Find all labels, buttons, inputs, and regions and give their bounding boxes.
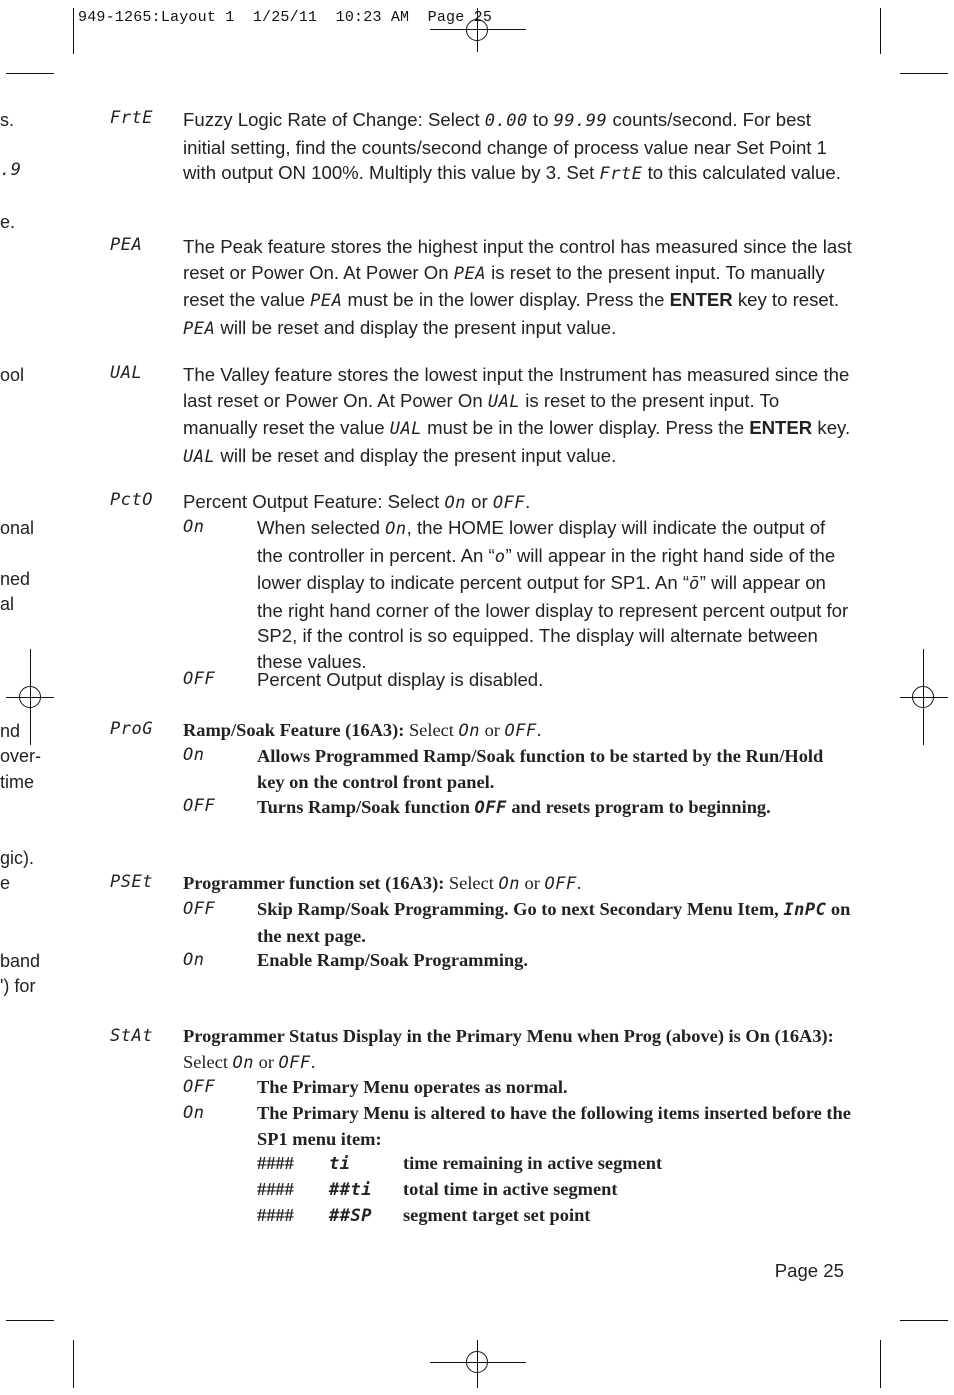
option-code-off: OFF (183, 899, 216, 919)
status-description: total time in active segment (403, 1179, 618, 1199)
entry-text-val: The Valley feature stores the lowest input the Instrument has measured since the last reset or Power On. At Power On UAL is reset to the present input. To manually reset the value UAL must be in the lower display. Press the ENTER key. UAL will be reset and display the present input value. (183, 364, 851, 467)
left-fragment: gic). (0, 848, 35, 868)
entry-code-pset: PSEt (110, 872, 153, 892)
inline-code: UAL (389, 419, 422, 439)
inline-code: On (498, 874, 520, 894)
inline-code: OFF (278, 1052, 311, 1073)
entry-text-stat: Programmer Status Display in the Primary Menu when Prog (above) is On (16A3): Select On or OFF. (183, 1026, 834, 1073)
status-description: time remaining in active segment (403, 1153, 663, 1173)
left-fragment: nd (0, 721, 21, 741)
crop-mark (6, 73, 54, 74)
crop-mark (880, 8, 881, 54)
entry-text-pea: The Peak feature stores the highest input the control has measured since the last reset or Power On. At Power On PEA is reset to the present input. To manually reset the value PEA must be in the lower display. Press the ENTER key to reset. PEA will be reset and display the present input value. (183, 236, 852, 339)
left-fragment: al (0, 594, 15, 614)
hash-placeholder: #### (257, 1179, 294, 1199)
inline-code: On (232, 1052, 255, 1073)
left-fragment: band (0, 951, 41, 971)
inline-code: OFF (504, 721, 537, 741)
entry-code-val: UAL (110, 363, 143, 383)
option-text-off: Percent Output display is disabled. (257, 669, 544, 690)
value-code: 99.99 (553, 111, 608, 131)
option-code-off: OFF (183, 796, 216, 816)
registration-mark (19, 686, 41, 708)
crop-mark (900, 73, 948, 74)
option-code-on: On (183, 745, 205, 765)
status-item-row (257, 1153, 662, 1174)
left-fragment: e (0, 873, 11, 893)
left-fragment: ool (0, 365, 25, 385)
crop-mark (900, 1320, 948, 1321)
option-text-off: Skip Ramp/Soak Programming. Go to next Secondary Menu Item, InPC on the next page. (257, 899, 851, 946)
inline-code: FrtE (599, 164, 643, 184)
entry-text-frte: Fuzzy Logic Rate of Change: Select 0.00 to 99.99 counts/second. For best initial setting, find the counts/second change of process value near Set Point 1 with output ON 100%. Multiply this value by 3. Set FrtE to this calculated value. (183, 109, 841, 184)
option-text-on: When selected On, the HOME lower display will indicate the output of the controller in percent. An “o” will appear in the right hand side of the lower display to indicate percent output for SP1. An “ō” will appear on the right hand corner of the lower display to represent percent output for SP2, if the control is so equipped. The display will alternate between these values. (257, 517, 849, 672)
inline-code: PEA (453, 263, 486, 284)
status-description: segment target set point (403, 1205, 591, 1225)
crop-mark (73, 8, 74, 54)
entry-text-pset: Programmer function set (16A3): Select On or OFF. (183, 873, 582, 894)
option-text-on: Enable Ramp/Soak Programming. (257, 950, 528, 970)
option-code-off: OFF (183, 669, 216, 689)
crop-mark (6, 1320, 54, 1321)
inline-code: On (444, 493, 466, 513)
hash-placeholder: #### (257, 1153, 294, 1173)
entry-code-frte: FrtE (110, 108, 153, 128)
left-fragment: over- (0, 746, 42, 766)
inline-code: PEA (310, 291, 343, 311)
inline-code: OFF (544, 874, 577, 894)
enter-key: ENTER (749, 417, 813, 438)
left-fragment: .9 (0, 160, 22, 180)
inline-code: On (385, 519, 407, 539)
option-code-on: On (183, 517, 205, 537)
option-code-off: OFF (183, 1077, 216, 1097)
left-fragment: time (0, 772, 35, 792)
option-code-on: On (183, 1103, 205, 1123)
inline-code: UAL (183, 446, 216, 467)
entry-code-pcto: PctO (110, 490, 153, 510)
enter-key: ENTER (669, 289, 733, 310)
option-code-on: On (183, 950, 205, 970)
entry-code-pea: PEA (110, 235, 143, 255)
crop-mark (73, 1340, 74, 1388)
inline-code: UAL (487, 391, 521, 412)
option-text-on: Allows Programmed Ramp/Soak function to be started by the Run/Hold key on the control front panel. (257, 746, 824, 792)
print-slug: 949-1265:Layout 1 1/25/11 10:23 AM Page 25 (78, 9, 493, 26)
left-fragment: s. (0, 110, 15, 130)
inline-code: OFF (474, 798, 507, 818)
percent-glyph: ō (689, 574, 700, 594)
option-text-on: The Primary Menu is altered to have the following items inserted before the SP1 menu item: (257, 1103, 851, 1149)
crop-mark (880, 1340, 881, 1388)
status-item-row (257, 1205, 590, 1226)
page-number: Page 25 (774, 1260, 844, 1281)
inline-code: OFF (492, 493, 526, 513)
entry-code-stat: StAt (110, 1026, 153, 1046)
status-code: ##ti (329, 1180, 372, 1200)
left-fragment: ') for (0, 976, 36, 996)
option-text-off: Turns Ramp/Soak function OFF and resets program to beginning. (257, 797, 771, 818)
registration-mark (912, 686, 934, 708)
option-text-off: The Primary Menu operates as normal. (257, 1077, 568, 1097)
status-code: ti (329, 1154, 351, 1174)
entry-text-prog: Ramp/Soak Feature (16A3): Select On or OFF. (183, 720, 542, 741)
value-code: 0.00 (484, 111, 528, 131)
left-fragment: ned (0, 569, 31, 589)
inline-code: PEA (183, 318, 216, 339)
status-code: ##SP (329, 1206, 372, 1226)
inline-code: InPC (783, 900, 827, 920)
inline-code: On (458, 721, 480, 741)
status-item-row (257, 1179, 618, 1200)
left-fragment: onal (0, 518, 35, 538)
percent-glyph: o (494, 546, 506, 567)
registration-mark (466, 1351, 488, 1373)
entry-text-pcto: Percent Output Feature: Select On or OFF. (183, 491, 531, 513)
entry-code-prog: ProG (110, 719, 153, 739)
hash-placeholder: #### (257, 1205, 294, 1225)
left-fragment: e. (0, 212, 16, 232)
